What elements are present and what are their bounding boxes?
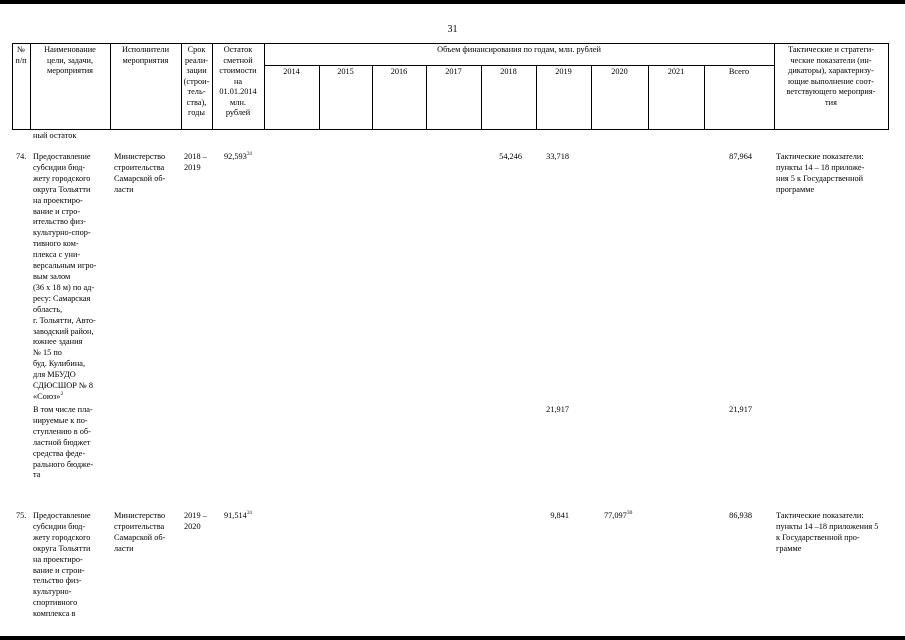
row74-total: 87,964 (729, 152, 752, 161)
top-border (0, 0, 905, 4)
row74-rest-value: 92,593 (224, 152, 247, 161)
row75-total: 86,938 (729, 511, 752, 520)
row75-rest (224, 511, 252, 520)
row75-2019: 9,841 (550, 511, 569, 520)
vline-5 (264, 43, 265, 130)
row74-federal-name: В том числе пла- нируемые к по- ступлению в об- ластной бюджет средства феде- рального бюдже- та (33, 405, 94, 480)
row75-name: Предоставление субсидии бюд- жету городского округа Тольятти на проектиро- вание и строи- тельство физ- культурно- спортивного комплекса в (33, 511, 91, 619)
year-2020: 2020 (611, 67, 628, 76)
header-line-top (12, 43, 888, 44)
row75-rest-footnote: 31 (246, 510, 253, 516)
row74-federal-2019: 21,917 (546, 405, 569, 414)
year-2016: 2016 (390, 67, 408, 76)
row74-rest (224, 152, 252, 161)
row74-federal-total: 21,917 (729, 405, 752, 414)
row74-rest-footnote: 31 (246, 151, 253, 157)
row74-term: 2018 – 2019 (184, 152, 207, 172)
year-total: Всего (728, 67, 750, 76)
carryover-text: ный остаток (33, 131, 77, 140)
header-num: № п/п (15, 45, 27, 65)
row74-name (33, 152, 113, 403)
header-name: Наименование цели, задачи, мероприятия (44, 45, 96, 75)
row74-2018: 54,246 (499, 152, 522, 161)
header-finance: Объем финансирования по годам, млн. рублей (437, 45, 601, 54)
row74-executor: Министерство строительства Самарской об- ласти (114, 152, 166, 194)
year-2021: 2021 (667, 67, 685, 76)
row75-term: 2019 – 2020 (184, 511, 207, 531)
row75-executor: Министерство строительства Самарской об- ласти (114, 511, 166, 553)
years-line (264, 65, 774, 66)
row75-number: 75. (16, 511, 27, 520)
header-indicators: Тактические и стратеги- ческие показатели (ин- дикаторы), характеризу- ющие выполнение соот- ветствующего мероприя- тия (786, 45, 876, 107)
row75-rest-value: 91,514 (224, 511, 247, 520)
header-rest: Остаток сметной стоимости на 01.01.2014 млн. рублей (219, 45, 257, 117)
row75-2020-footnote: 30 (626, 510, 633, 516)
header-term: Срок реали- зации (строи- тель- ства), годы (183, 45, 210, 117)
row74-name-footnote: 2 (60, 390, 64, 397)
vline-15 (888, 43, 889, 130)
row74-indicators: Тактические показатели: пункты 14 – 18 приложе- ния 5 к Государственной программе (776, 152, 865, 194)
row75-indicators: Тактические показатели: пункты 14 –18 приложения 5 к Государственной про- грамме (776, 511, 879, 553)
year-2019: 2019 (555, 67, 572, 76)
year-2018: 2018 (500, 67, 517, 76)
page-number: 31 (447, 24, 458, 35)
year-2015: 2015 (337, 67, 354, 76)
row74-number: 74. (16, 152, 27, 161)
bottom-border (0, 636, 905, 640)
row75-2020-value: 77,097 (604, 511, 627, 520)
header-executors: Исполнители мероприятия (121, 45, 170, 65)
year-2017: 2017 (445, 67, 462, 76)
year-2014: 2014 (283, 67, 300, 76)
header-line-bottom (12, 129, 888, 130)
row74-name-text: Предоставление субсидии бюд- жету городского округа Тольятти на проектиро- вание и стро- ительство физ- культурно-спор- тивного ком- плекса с уни- версальным игро- вым залом (36 х 18 м) по ад- ресу: Самарская область, г. Тольятти, Авто- заводский район, южнее здания № 15 по буд. Кулибина, для МБУДО СДЮСШОР № 8 «Союз» (33, 152, 97, 401)
row74-2019: 33,718 (546, 152, 569, 161)
row75-2020 (604, 511, 632, 520)
